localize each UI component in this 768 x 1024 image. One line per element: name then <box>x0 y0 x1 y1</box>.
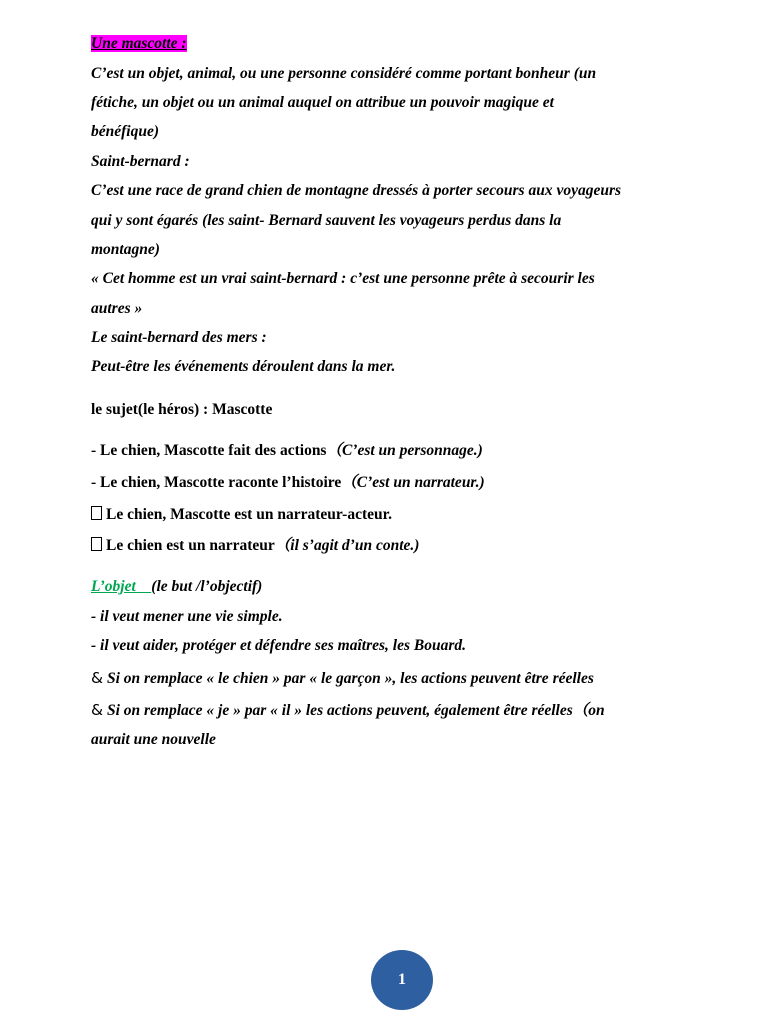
objet-line-1: - il veut mener une vie simple. <box>91 608 283 625</box>
objet-line-2: - il veut aider, protéger et défendre ses maîtres, les Bouard. <box>91 637 466 654</box>
action-line-4-paren: （il s’agit d’un conte.) <box>274 537 420 554</box>
ampersand-icon: & <box>91 669 104 687</box>
objet-heading <box>91 577 262 597</box>
definition-mascotte-line-3: bénéfique) <box>91 123 160 140</box>
objet-label: L’objet <box>91 578 152 595</box>
heading-mascotte-text: Une mascotte : <box>91 35 187 52</box>
definition-saint-bernard-line-1: C’est une race de grand chien de montagne dressés à porter secours aux voyageurs <box>91 182 622 199</box>
arrow-icon <box>91 506 102 520</box>
remplace-line-1-text: Si on remplace « le chien » par « le garçon », les actions peuvent être réelles <box>103 670 594 687</box>
action-line-4 <box>91 536 419 556</box>
arrow-icon <box>91 537 102 551</box>
action-line-2-paren: （C’est un narrateur.) <box>341 474 485 491</box>
remplace-line-2-text: Si on remplace « je » par « il » les actions peuvent, également être réelles <box>103 702 573 719</box>
sujet-line: le sujet(le héros) : Mascotte <box>91 401 273 418</box>
objet-rest: (le but /l’objectif) <box>151 578 263 595</box>
action-line-3 <box>91 505 392 525</box>
heading-saint-bernard: Saint-bernard : <box>91 153 190 170</box>
definition-mascotte-line-1: C’est un objet, animal, ou une personne considéré comme portant bonheur (un <box>91 65 597 82</box>
action-line-2 <box>91 473 485 493</box>
action-line-1 <box>91 441 483 461</box>
action-line-1-paren: （C’est un personnage.) <box>326 442 483 459</box>
quote-line-2: autres » <box>91 300 143 317</box>
heading-mascotte <box>91 34 187 54</box>
definition-mascotte-line-2: fétiche, un objet ou un animal auquel on attribue un pouvoir magique et <box>91 94 554 111</box>
remplace-line-2-paren: （on <box>572 702 605 719</box>
remplace-line-2 <box>91 700 605 721</box>
remplace-line-3: aurait une nouvelle <box>91 731 216 748</box>
definition-saint-bernard-line-3: montagne) <box>91 241 160 258</box>
ampersand-icon: & <box>91 701 104 719</box>
action-line-2-main: - Le chien, Mascotte raconte l’histoire <box>91 474 342 491</box>
definition-saint-bernard-line-2: qui y sont égarés (les saint- Bernard sauvent les voyageurs perdus dans la <box>91 212 562 229</box>
page-number-badge <box>371 950 433 1010</box>
quote-line-1: « Cet homme est un vrai saint-bernard : c’est une personne prête à secourir les <box>91 270 595 287</box>
page-number: 1 <box>398 971 406 988</box>
saint-bernard-des-mers-text: Peut-être les événements déroulent dans la mer. <box>91 358 396 375</box>
heading-saint-bernard-des-mers: Le saint-bernard des mers : <box>91 329 267 346</box>
action-line-4-main: Le chien est un narrateur <box>106 537 275 554</box>
remplace-line-1 <box>91 668 594 689</box>
action-line-3-text: Le chien, Mascotte est un narrateur-acteur. <box>106 506 392 523</box>
action-line-1-main: - Le chien, Mascotte fait des actions <box>91 442 327 459</box>
